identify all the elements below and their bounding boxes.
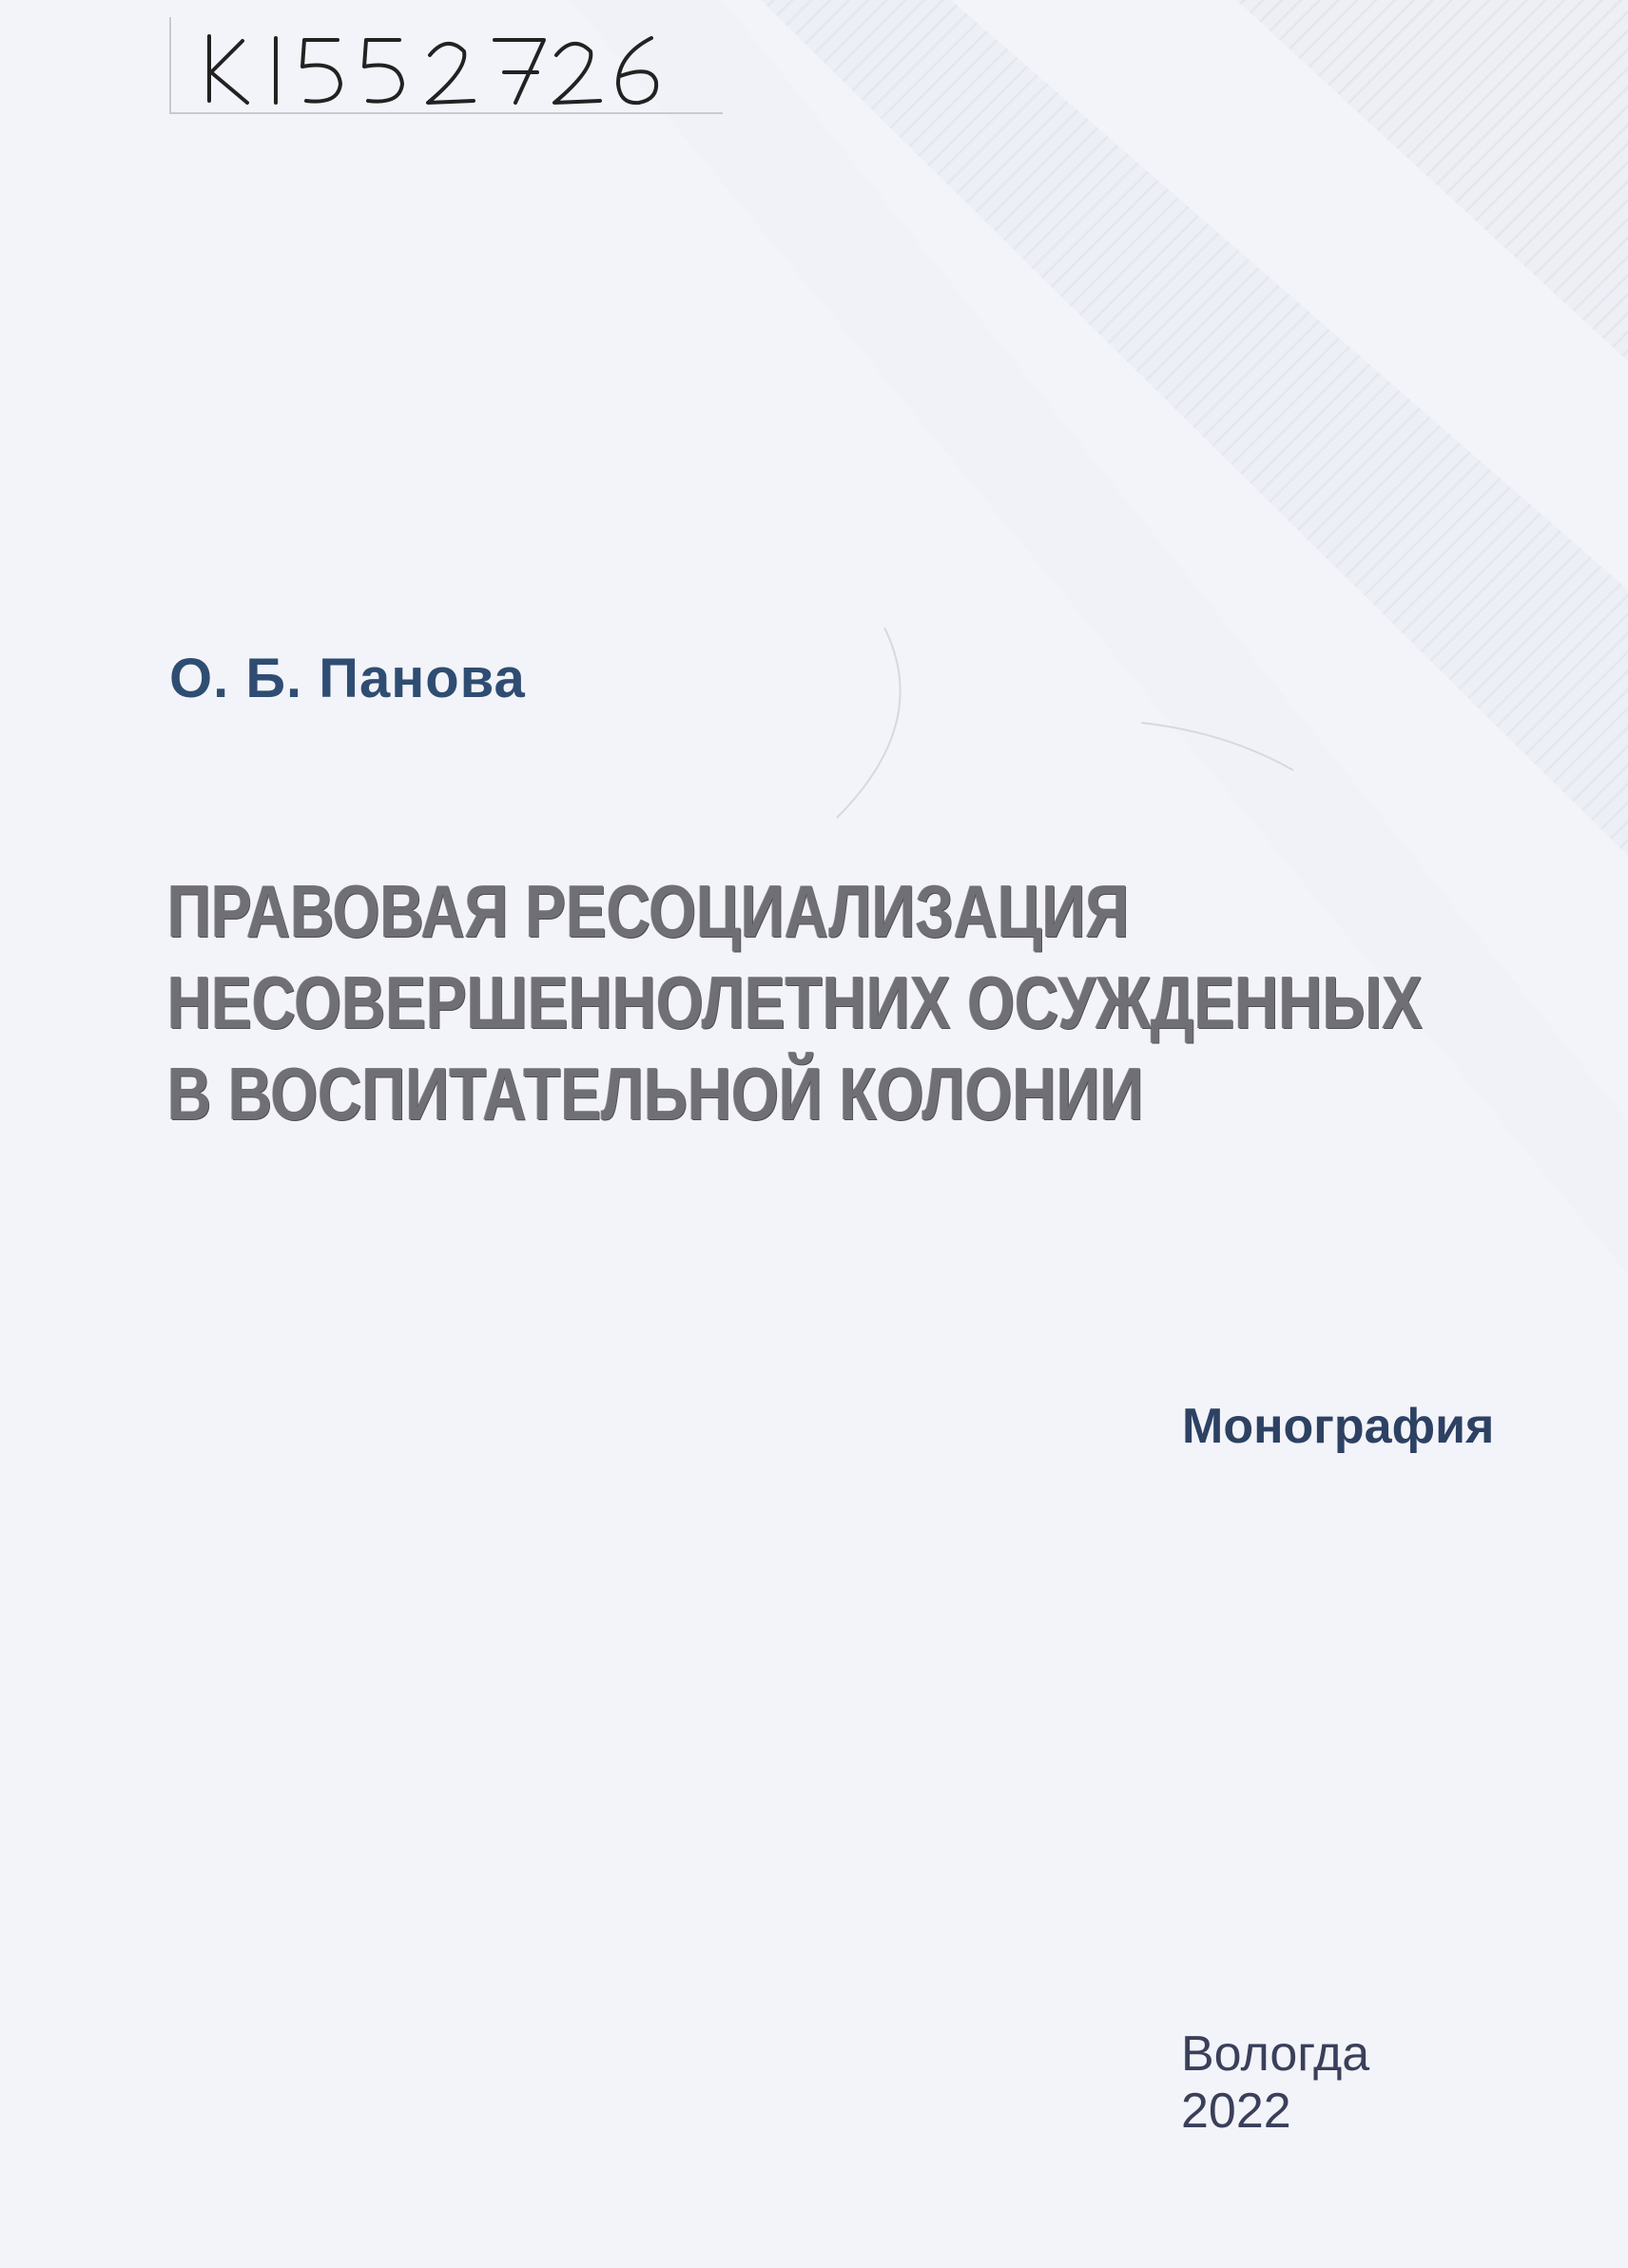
imprint-city: Вологда — [1181, 2026, 1370, 2082]
book-title — [167, 865, 1423, 1139]
inventory-stamp — [169, 17, 723, 114]
title-line: В ВОСПИТАТЕЛЬНОЙ КОЛОНИИ — [167, 1052, 1144, 1135]
author-name: О. Б. Панова — [169, 648, 526, 709]
title-line: ПРАВОВАЯ РЕСОЦИАЛИЗАЦИЯ — [167, 869, 1130, 953]
title-line: НЕСОВЕРШЕННОЛЕТНИХ ОСУЖДЕННЫХ — [167, 960, 1423, 1044]
handwritten-inventory-number — [171, 17, 704, 112]
imprint-year: 2022 — [1181, 2084, 1291, 2139]
genre-label: Монография — [1182, 1399, 1495, 1454]
imprint — [1181, 2026, 1369, 2140]
